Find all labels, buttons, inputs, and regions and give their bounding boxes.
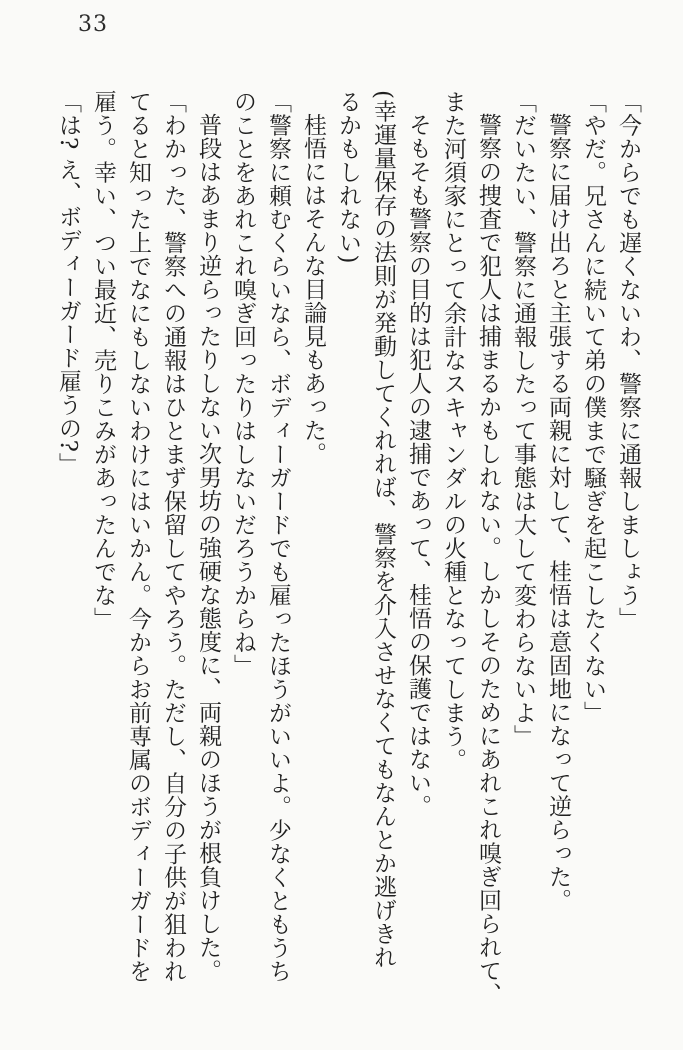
page-number: 33 [78, 12, 108, 37]
text-line: 普段はあまり逆らったりしない次男坊の強硬な態度に、両親のほうが根負けした。 [195, 113, 221, 983]
text-line: 「今からでも遅くないわ、警察に通報しましょう」 [615, 90, 641, 631]
text-line: てると知った上でなにもしないわけにはいかん。今からお前専属のボディーガードを [125, 90, 151, 983]
text-line: 雇う。幸い、つい最近、売りこみがあったんでな」 [90, 90, 116, 631]
text-line: 「警察に頼むくらいなら、ボディーガードでも雇ったほうがいいよ。少なくともうち [265, 90, 291, 983]
text-line: 「わかった、警察への通報はひとまず保留してやろう。ただし、自分の子供が狙われ [160, 90, 186, 983]
text-line: 桂悟にはそんな目論見もあった。 [300, 113, 326, 466]
text-line: 「だいたい、警察に通報したって事態は大して変わらないよ」 [510, 90, 536, 748]
text-line: のことをあれこれ嗅ぎ回ったりはしないだろうからね」 [230, 90, 256, 678]
text-line: また河須家にとって余計なスキャンダルの火種となってしまう。 [440, 90, 466, 772]
text-line: 警察の捜査で犯人は捕まるかもしれない。しかしそのためにあれこれ嗅ぎ回られて、 [475, 113, 501, 1006]
text-line: 「やだ。兄さんに続いて弟の僕まで騒ぎを起こしたくない」 [580, 90, 606, 725]
text-line: 「は? え、ボディーガード雇うの?」 [55, 90, 81, 476]
vertical-text-block [50, 90, 645, 1020]
text-line: (幸運量保存の法則が発動してくれれば、警察を介入させなくてもなんとか逃げきれ [370, 90, 396, 969]
text-line: そもそも警察の目的は犯人の逮捕であって、桂悟の保護ではない。 [405, 113, 431, 818]
text-line: るかもしれない) [335, 90, 361, 264]
text-line: 警察に届け出ろと主張する両親に対して、桂悟は意固地になって逆らった。 [545, 113, 571, 912]
